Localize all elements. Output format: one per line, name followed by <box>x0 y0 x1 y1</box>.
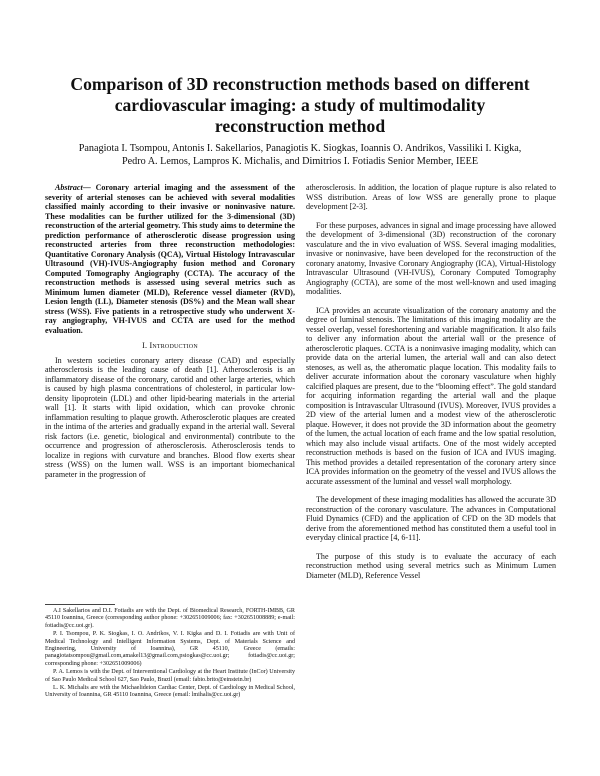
section-heading-introduction <box>45 341 295 351</box>
body-paragraph-continued: atherosclerosis. In addition, the location of plaque rupture is also related to WSS distribution. Areas of low WSS are generally prone to plaque development [2-3]. <box>306 183 556 211</box>
footnote-rule <box>45 604 115 605</box>
left-column <box>45 183 295 488</box>
body-paragraph-5: The purpose of this study is to evaluate the accuracy of each reconstruction method using several metrics such as Minimum Lumen Diameter (MLD), Reference Vessel <box>306 551 556 580</box>
right-column <box>306 183 556 589</box>
intro-paragraph-1: In western societies coronary artery disease (CAD) and especially atherosclerosis is the leading cause of death [1]. Atherosclerosis is an inflammatory disease of the coronary, carotid and other large arteries, which is caused by high plasma concentrations of cholesterol, in particular low-density lipoprotein (LDL) and other lipid-bearing materials in the arterial wall [1]. It starts with lipid oxidation, which can provoke chronic inflammation resulting to plaque growth. Atherosclerotic plaques are created in the intima of the arteries and gradually expand in the arterial wall. Several risk factors (i.e. genetic, biological and environmental) contribute to the occurrence and progression of atherosclerosis. Atherosclerosis tends to localize in regions with curvature and branches. Blood flow exerts shear stress (WSS) on the lumen wall. WSS is an important biomechanical parameter in the progression of <box>45 355 295 479</box>
author-list: Panagiota I. Tsompou, Antonis I. Sakellarios, Panagiotis K. Siogkas, Ioannis O. Andrikos, Vassiliki I. Kigka, Pedro A. Lemos, Lampros K. Michalis, and Dimitrios I. Fotiadis Senior Member, IEEE <box>78 143 522 167</box>
paper-title: Comparison of 3D reconstruction methods based on different cardiovascular imaging: a study of multimodality reconstruction method <box>70 74 530 136</box>
section-number: I. <box>142 341 148 350</box>
footnotes <box>45 604 295 701</box>
abstract <box>45 183 295 335</box>
body-paragraph-4: The development of these imaging modalities has allowed the accurate 3D reconstruction of the coronary vasculature. The advances in Computational Fluid Dynamics (CFD) and the application of CFD on the 3D models that derive from the aforementioned method has constituted them a useful tool in everyday clinical practice [4, 6-11]. <box>306 495 556 542</box>
footnote-4: L. K. Michalis are with the Michaelideion Cardiac Center, Dept. of Cardiology in Medical School, University of Ioannina, GR 45110 Ioannina, Greece (email: lmihalis@cc.uoi.gr) <box>45 685 295 699</box>
body-paragraph-3: ICA provides an accurate visualization of the coronary anatomy and the degree of luminal stenosis. The limitations of this imaging modality are the vessel overlap, vessel foreshortening and variable magnification. It also fails to deliver any information about the arterial wall or the presence of atherosclerotic plaques. CCTA is a noninvasive imaging modality, which can provide data on the arterial lumen, the arterial wall and can also detect stenoses, as well as, the atheromatic plaque location. This modality fails to deliver accurate information about the coronary vasculature when highly calcified plaques are present, due to the “blooming effect”. The gold standard for acquiring information regarding the arterial wall and the plaque composition is Intravascular Ultrasound (IVUS). Moreover, IVUS provides a 2D view of the arterial lumen and a modest view of the atherosclerotic plaque. However, it does not provide the 3D information about the geometry of the lumen, the actual location of each frame and the low spatial resolution, which may also include visual artifacts. One of the most widely accepted reconstruction methods is based on the fusion of ICA and IVUS imaging. This method provides a detailed representation of the coronary artery since ICA provides information on the geometry of the vessel and IVUS allows the accurate assessment of the luminal and vessel wall morphology. <box>306 305 556 486</box>
abstract-label: Abstract— <box>55 183 91 192</box>
footnote-3: P. A. Lemos is with the Dept. of Interventional Cardiology at the Heart Institute (InCor) University of Sao Paulo Medical School 627, Sao Paulo, Brazil (email: fabio.brito@einstein.br) <box>45 669 295 683</box>
footnote-2: P. I. Tsompou, P. K. Siogkas, I. O. Andrikos, V. I. Kigka and D. I. Fotiadis are with Unit of Medical Technology and Intelligent Information Systems, Dept. of Materials Science and Engineering, University of Ioannina), GR 45110, Greece (emails: panagiotatsompou@gmail.com,amakel13@gmail.com,psiogkas@cc.uoi.gr; fotiadis@cc.uoi.gr; corresponding phone: +302651009006) <box>45 631 295 667</box>
abstract-text: Coronary arterial imaging and the assessment of the severity of arterial stenoses can be achieved with several modalities classified mainly according to their invasive or noninvasive nature. These modalities can be further utilized for the 3-dimensional (3D) reconstruction of the arterial geometry. This study aims to determine the prediction performance of atherosclerotic disease progression using reconstructed arteries from three reconstruction methodologies: Quantitative Coronary Analysis (QCA), Virtual Histology Intravascular Ultrasound (VH)-IVUS-Angiography fusion method and Coronary Computed Tomography Angiography (CCTA). The accuracy of the reconstruction methods is assessed using several metrics such as Minimum lumen diameter (MLD), Reference vessel diameter (RVD), Lesion length (LL), Diameter stenosis (DS%) and the Mean wall shear stress (WSS). Five patients in a retrospective study who underwent X-ray angiography, VH-IVUS and CCTA are used for the method evaluation. <box>45 183 295 335</box>
footnote-1: A.I Sakellarios and D.I. Fotiadis are with the Dept. of Biomedical Research, FORTH-IMBB, GR 45110 Ioannina, Greece (corresponding author phone: +302651009006; fax: +302651008889; e-mail: fotiadis@cc.uoi.gr). <box>45 608 295 629</box>
body-paragraph-2: For these purposes, advances in signal and image processing have allowed the development of 3-dimensional (3D) reconstruction of the coronary vasculature and the in vivo evaluation of WSS. Several imaging modalities, invasive or noninvasive, have been developed for the reconstruction of the coronary anatomy, Invasive Coronary Angiography (ICA), Virtual-Histology Intravascular Ultrasound (VH-IVUS), Coronary Computed Tomography Angiography (CCTA), are some of the most well-known and used imaging modalities. <box>306 220 556 296</box>
section-title: Introduction <box>149 341 198 350</box>
